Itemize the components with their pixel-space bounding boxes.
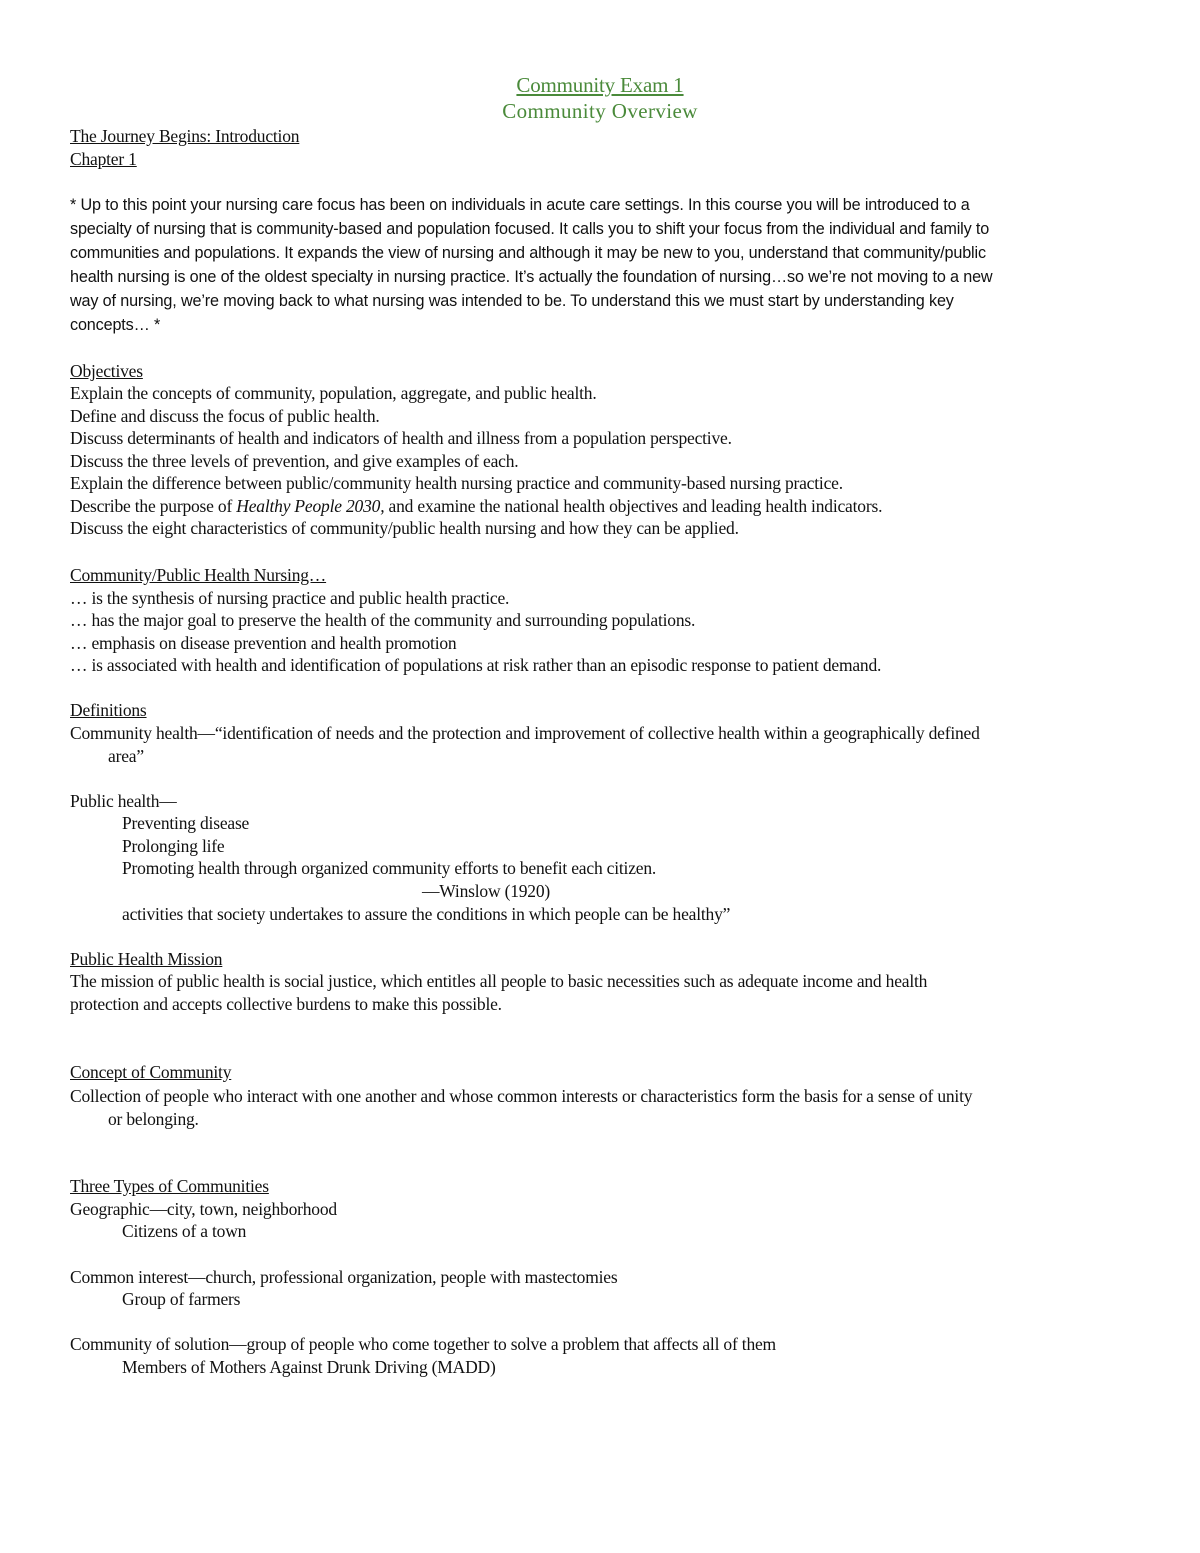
mission-heading: Public Health Mission <box>70 949 223 969</box>
intro-line: specialty of nursing that is community-based and population focused. It calls you to shift your focus from the individual and family to <box>70 220 990 238</box>
cphn-item: … has the major goal to preserve the health of the community and surrounding populations. <box>70 610 696 630</box>
objective-item: Explain the difference between public/community health nursing practice and community-based nursing practice. <box>70 473 843 493</box>
cphn-item: … emphasis on disease prevention and health promotion <box>70 633 457 653</box>
objective-text: and examine the national health objectives and leading health indicators. <box>384 496 883 516</box>
document-title: Community Exam 1 <box>516 73 684 97</box>
mission-text: The mission of public health is social justice, which entitles all people to basic necessities such as adequate income and health <box>70 971 928 991</box>
types-heading: Three Types of Communities <box>70 1176 269 1196</box>
objective-item: Define and discuss the focus of public health. <box>70 406 380 426</box>
cphn-heading: Community/Public Health Nursing… <box>70 565 327 585</box>
intro-line: * Up to this point your nursing care focus has been on individuals in acute care settings. In this course you will be introduced to a <box>70 196 970 214</box>
concept-text-cont: or belonging. <box>108 1109 199 1129</box>
public-health-item: Prolonging life <box>122 836 225 856</box>
type-common-interest: Common interest—church, professional organization, people with mastectomies <box>70 1267 618 1287</box>
community-health-definition-cont: area” <box>108 746 144 766</box>
type-geographic-example: Citizens of a town <box>122 1221 247 1241</box>
public-health-item: Promoting health through organized community efforts to benefit each citizen. <box>122 858 657 878</box>
public-health-item: Preventing disease <box>122 813 250 833</box>
cphn-item: … is associated with health and identification of populations at risk rather than an episodic response to patient demand. <box>70 655 882 675</box>
type-community-of-solution-example: Members of Mothers Against Drunk Driving (MADD) <box>122 1357 496 1377</box>
public-health-activities: activities that society undertakes to assure the conditions in which people can be healthy” <box>122 904 731 924</box>
type-community-of-solution: Community of solution—group of people who come together to solve a problem that affects all of them <box>70 1334 776 1354</box>
objective-item: Discuss the eight characteristics of community/public health nursing and how they can be applied. <box>70 518 739 538</box>
mission-text-cont: protection and accepts collective burdens to make this possible. <box>70 994 502 1014</box>
objectives-heading: Objectives <box>70 361 143 381</box>
definitions-heading: Definitions <box>70 700 147 720</box>
concept-text: Collection of people who interact with one another and whose common interests or characteristics form the basis for a sense of unity <box>70 1086 973 1106</box>
objective-item: Explain the concepts of community, population, aggregate, and public health. <box>70 383 597 403</box>
type-common-interest-example: Group of farmers <box>122 1289 241 1309</box>
healthy-people-title: Healthy People 2030, <box>236 496 385 516</box>
concept-heading: Concept of Community <box>70 1062 232 1082</box>
intro-line: health nursing is one of the oldest specialty in nursing practice. It’s actually the foundation of nursing…so we’re not moving to a new <box>70 268 993 286</box>
intro-line: communities and populations. It expands the view of nursing and although it may be new to you, understand that community/public <box>70 244 986 262</box>
community-health-definition: Community health—“identification of needs and the protection and improvement of collective health within a geographically defined <box>70 723 980 743</box>
document-subtitle: Community Overview <box>502 99 698 123</box>
cphn-item: … is the synthesis of nursing practice and public health practice. <box>70 588 510 608</box>
intro-heading: The Journey Begins: Introduction <box>70 126 300 146</box>
objective-item-healthy-people <box>70 495 882 517</box>
intro-line: concepts… * <box>70 316 161 334</box>
objective-text: Describe the purpose of <box>70 496 237 516</box>
objective-item: Discuss the three levels of prevention, and give examples of each. <box>70 451 519 471</box>
intro-line: way of nursing, we’re moving back to what nursing was intended to be. To understand this we must start by understanding key <box>70 292 954 310</box>
public-health-label: Public health— <box>70 791 177 811</box>
winslow-attribution: —Winslow (1920) <box>422 881 551 901</box>
objective-item: Discuss determinants of health and indicators of health and illness from a population perspective. <box>70 428 732 448</box>
type-geographic: Geographic—city, town, neighborhood <box>70 1199 337 1219</box>
chapter-label: Chapter 1 <box>70 149 137 169</box>
